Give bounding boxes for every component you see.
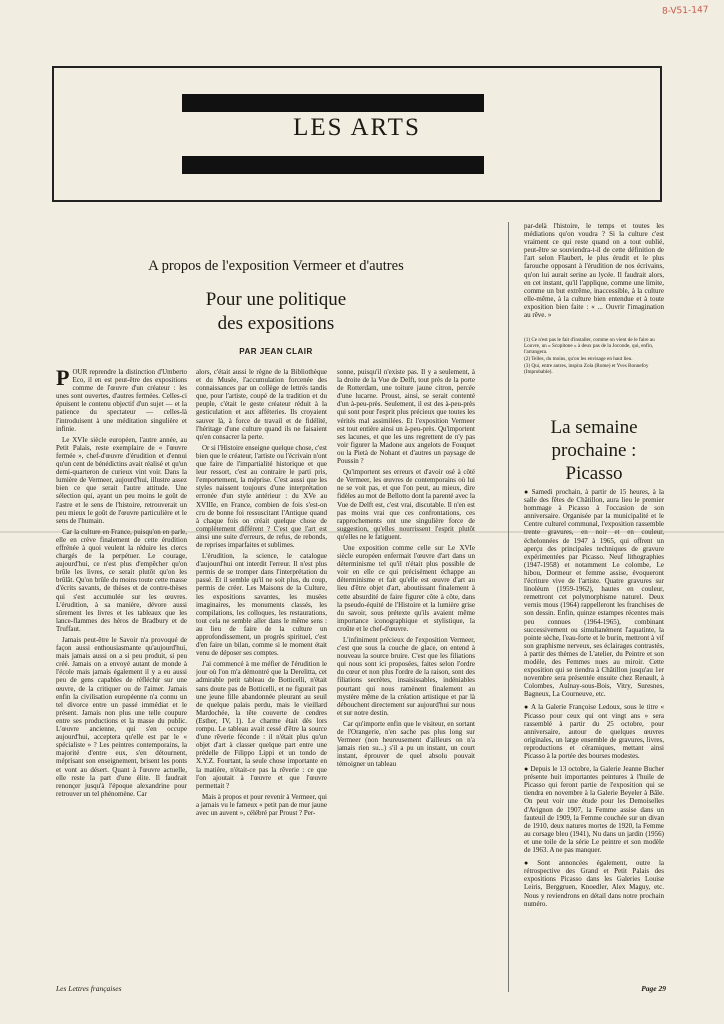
bullet-icon: ●	[524, 703, 529, 712]
paragraph: Une exposition comme celle sur Le XVIe siècle européen enfermait l'œuvre d'art dans un déterminisme tel qu'il n'était plus possible de voir en elle ce qui précisément échappe au déterminisme et fait qu'elle est œuvre d'art au lieu d'être objet d'art, aboutissant finalement à cette absurdité de faire figurer côte à côte, dans la pseudo-équité de l'Histoire et la lumière grise du savoir, sous prétexte qu'ils avaient même importance iconographique et stylistique, la croûte et le chef-d'œuvre.	[337, 543, 475, 633]
banner-bar-top	[182, 94, 484, 112]
headline-line-2: des expositions	[217, 313, 335, 334]
paragraph: sonne, puisqu'il n'existe pas. Il y a seulement, à la droite de la Vue de Delft, tout près de la porte de Rotterdam, une toiture jaune citron, percée d'une lucarne. Proust, ainsi, se serait contenté d'un à-peu-près. Seulement, il est des à-peu-près qui sont pour l'esprit plus précieux que toutes les vérités mal assimilées. Et l'exposition Vermeer est tout entière ainsi un à-peu-près. Qu'importent ses lacunes, et que les uns regrettent de n'y pas voir figurer la Madone aux angelots de Fouquet ou la Pietà de Nohant et d'autres un paysage de Poussin ?	[337, 368, 475, 466]
paragraph: J'ai commencé à me méfier de l'érudition le jour où l'on m'a démontré que la Derelitta, cet admirable petit tableau de Botticelli, n'était sans doute pas de Botticelli, et ne figurait pas une jeune fille abandonnée pleurant au seuil de quelque palais perdu, mais le vieillard Mardochée, la tête couverte de cendres (Esther, IV, 1). Le charme était dès lors rompu. Le tableau avait cessé d'être la source d'une rêverie féconde : il n'était plus qu'un objet d'art à classer quelque part entre une prédelle de Filippo Lippi et un tondo de X.Y.Z. Fourtant, la seule chose importante en la matière, n'était-ce pas la rêverie : ce que l'on ajoutait à l'œuvre et que l'œuvre permettait ?	[196, 660, 327, 790]
paragraph: Le XVIe siècle européen, l'autre année, au Petit Palais, reste exemplaire de « l'œuvre fermée », chef-d'œuvre d'érudition et d'ennui qu'un cent de bénédictins avait réalisé et qu'un demi-quarteron de curieux vint voir. Dans la lumière de Vermeer, aujourd'hui, illustre assez bien ce que serait l'autre attitude. Une sélection qui, ayant un peu moins le goût de l'astre et le sens de l'histoire, retrouverait un peu mieux le goût de l'œuvre particulière et le sens de l'humain.	[56, 435, 187, 525]
paragraph: Qu'importent ses erreurs et d'avoir osé à côté de Vermeer, les œuvres de contemporains où lui ne se voit pas, et que l'on peut, au mieux, dire fidèles au mot de Bellotto dont la parenté avec la Vue de Delft est, c'est vrai, discutable. Il n'en est pas moins vrai que ces confrontations, ces rapprochements ont une singulière force de suggestion, qu'elles nourrissent l'esprit plutôt qu'elles ne le fatiguent.	[337, 468, 475, 541]
paragraph: Car la culture en France, puisqu'on en parle, elle en crève finalement de cette érudition effrénée à quoi veulent la réduire les clercs chargés de la perpétuer. Le courage, aujourd'hui, ce n'est plus d'empêcher qu'on brûle les livres, ce serait plutôt qu'on les brûlât. Qu'on brûle du moins toute cette masse d'écrits savants, de thèses et de contre-thèses qui s'est accumulée sur les œuvres. L'érudition, à sa manière, dévore aussi sûrement les livres et les tableaux que les lance-flammes des héros de Bradbury et de Truffaut.	[56, 527, 187, 633]
paragraph: Jamais peut-être le Savoir n'a provoqué de façon aussi enthousiasmante qu'aujourd'hui, mais jamais aussi on a si peu produit, si peu créé. Jamais on a envoyé autant de monde à l'école mais jamais également il y a eu aussi peu de gens capables de réfléchir sur une œuvre, de la critiquer ou de l'aimer. Jamais enfin la civilisation européenne n'a connu un tel divorce entre un passé immédiat et le présent. Jamais non plus une telle coupure entre ses productions et la masse du public. L'œuvre ancienne, qui s'en occupe aujourd'hui, acceptera qu'elle est par le « spécialiste » ? Les peintres contemporains, la majorité d'entre eux, s'en détournent, méprisant son enseignement, brisent les ponts et vont au désert. Quant à l'œuvre actuelle, elle reste la part d'une élite. Il faudrait renonçer jusqu'à l'époque alexandrine pour retrouver un tel phénomène. Car	[56, 636, 187, 798]
bullet-icon: ●	[524, 765, 529, 774]
article-column-1	[56, 368, 187, 978]
footnote: (1) Ce n'est pas le fait d'installer, comme on vient de le faire au Louvre, un « Scopitone » à deux pas de la Joconde, qui, enfin, l'arrangera.	[524, 337, 655, 355]
paragraph: Or si l'Histoire enseigne quelque chose, c'est bien que le créateur, l'artiste ou l'écrivain n'ont que faire de l'impartialité historique et que leur ressort, c'est au contraire le parti pris, l'emportement, la méprise. C'est aussi que les styles naissent toujours d'une interprétation erronée d'un style antérieur : du XVe au XVIIIe, en France, combien de fois s'est-on cru de bonne foi ressuscitant l'Antique quand à chaque fois on créait quelque chose de complètement différent ? C'est que l'art est ainsi une suite d'erreurs, de refus, de rebonds, de reprises imparfaites et sublimes.	[196, 443, 327, 549]
headline-line-1: Pour une politique	[205, 289, 347, 310]
sidebar-title-line-3: Picasso	[565, 463, 623, 484]
footnote: (2) Telles, du moins, qu'on les envisage en haut lieu.	[524, 356, 633, 362]
paragraph: par-delà l'histoire, le temps et toutes les médiations qu'on voudra ? Si la culture c'est vraiment ce qui reste quand on a tout oublié, peut-être se souviendra-t-il de cette définition de l'art selon Flaubert, le plus érudit et le plus farouche opposant à l'érudition de nos écrivains, qu'on lui aurait serine au lycée. Il faudrait alors, en cet instant, qu'il l'applique, comme une limite, comme un but extrême, inaccessible, à la culture elle-même, à la culture bien entendue et à toute exposition bien faite : « ... Ouvrir l'imagination au rêve. »	[524, 222, 664, 320]
sidebar-title-line-2: prochaine :	[551, 440, 637, 461]
handwritten-stamp: 8-V51-147	[661, 5, 709, 17]
sidebar-item: ● A la Galerie Françoise Ledoux, sous le titre « Picasso pour ceux qui ont vingt ans » sera rassemblé à partir du 25 octobre, pour anniversaire, autour de quelques œuvres originales, un large ensemble de gravures, livres, reproductions et céramiques, mettant ainsi Picasso à la portée des bourses modestes.	[524, 703, 664, 760]
article-byline: PAR JEAN CLAIR	[239, 347, 313, 356]
article-column-3	[337, 368, 475, 978]
article-kicker: A propos de l'exposition Vermeer et d'autres	[148, 258, 404, 274]
footnotes	[524, 337, 664, 397]
bullet-icon: ●	[524, 488, 530, 496]
article-column-2	[196, 368, 327, 978]
paragraph: L'érudition, la science, le catalogue d'aujourd'hui ont interdit l'erreur. Il n'est plus permis de se tromper dans l'interprétation du passé. Et il semble qu'il ne soit plus, du coup, permis de créer. Les Maisons de la Culture, les expositions savantes, les musées imaginaires, les monuments classés, les compilations, les colloques, les restaurations, tout cela ne semble aller dans le même sens : au lieu de faire de la culture un approfondissement, un progrès spirituel, c'est d'en faire un bilan, comme si le moment était venu de déposer ses comptes.	[196, 552, 327, 658]
paragraph: L'infiniment précieux de l'exposition Vermeer, c'est que sous la couche de glace, on entend à nouveau la source bruire. C'est que les filiations qui nous sont ici proposées, faites selon l'ordre du cœur et non plus l'ordre de la raison, sont des filiations secrètes, insaisissables, indéniables pourtant qui nous ramènent finalement au mystère même de la création artistique et par là débouchent directement sur aujourd'hui sur nous et sur notre destin.	[337, 636, 475, 717]
footer-page-number: Page 29	[641, 984, 666, 993]
paragraph: POUR reprendre la distinction d'Umberto Eco, il en est peut-être des expositions comme de l'œuvre d'un créateur : les unes sont ouvertes, d'autres fermées. Celles-ci épuisent le contenu objectif d'un sujet — et la patience du spectateur — celles-là l'introduisent à une méditation singulière et infinie.	[56, 368, 187, 433]
paragraph: Mais à propos et pour revenir à Vermeer, qui a jamais vu le fameux « petit pan de mur jaune avec un auvent », célébré par Proust ? Per-	[196, 792, 327, 817]
paragraph: alors, c'était aussi le règne de la Bibliothèque et du Musée, l'accumulation forcenée des connaissances par un collège de lettrés tandis que, pour l'artiste, coupé de la tradition et du peuple, c'était le geste créateur réduit à la gesticulation et aux afféteries. Ils croyaient sauver là, à force de travail et de fidélité, l'héritage d'une culture quand ils ne faisaient qu'en consacrer la perte.	[196, 368, 327, 441]
sidebar-item: ● Depuis le 13 octobre, la Galerie Jeanne Bucher présente huit importantes peintures à l'huile de Picasso qui feront partie de l'exposition qui se tiendra en novembre à la Galerie Beyeler à Bâle. On peut voir une étude pour les Demoiselles d'Avignon de 1907, la Femme assise dans un fauteuil de 1909, la Femme couchée sur un divan de 1910, deux natures mortes de 1920, la Femme au corsage bleu (1941), Nu dans un jardin (1956) et une toile de la série Le peintre et son modèle de 1963. A ne pas manquer.	[524, 765, 664, 855]
bullet-icon: ●	[524, 859, 536, 868]
sidebar-title-line-1: La semaine	[550, 417, 638, 438]
column-divider	[508, 222, 509, 992]
sidebar-title	[524, 416, 664, 485]
article-headline	[56, 288, 496, 336]
article-column-4	[524, 222, 664, 334]
footer-publication: Les Lettres françaises	[56, 984, 122, 993]
banner-bar-bottom	[182, 156, 484, 174]
drop-cap: P	[56, 368, 70, 390]
section-title: LES ARTS	[293, 114, 421, 141]
paragraph: Car qu'importe enfin que le visiteur, en sortant de l'Orangerie, n'en sache pas plus long sur Vermeer (non heureusement d'ailleurs on n'a jamais rien su...) s'il a pu un instant, un court instant, éprouver de quel absolu pouvait témoigner un tableau	[337, 719, 475, 769]
section-banner	[52, 66, 662, 202]
sidebar-column	[524, 488, 664, 988]
footnote: (3) Qui, entre autres, inspira Zola (Rome) et Yves Bonnefoy (Improbable).	[524, 363, 649, 375]
paper-fold	[0, 531, 724, 533]
sidebar-item: ● Samedi prochain, à partir de 15 heures, à la salle des fêtes de Châtillon, aura lieu le premier hommage à Picasso à l'occasion de son anniversaire. Organisée par la municipalité et le Centre culturel communal, l'exposition rassemble trente gravures, en noir et en couleur, échelonnées de 1947 à 1965, qui offrent un aperçu des principales techniques de gravure expérimentées par Picasso. Neuf lithographies (1947-1958) et notamment Le colombe, Le hibou, Dormeur et femme assise, évoqueront l'écriture vive de l'artiste. Quatre gravures sur linoléum (1959-1962), hautes en couleur, remettront cet polymorphisme naturel. Deux vernis mous (1964) rappelleront les franchises de son dessin. Enfin, quinze estampes récentes mais peu connues (1964-1965), combinant successivement ou simultanément l'aquatinte, la pointe sèche, l'eau-forte et le burin, mettront à vif son graphisme nerveux, ses éclairages contrastés, à partir des thèmes de L'atelier, du Peintre et son modèle, des Femmes nues au miroir. Cette exposition qui se tiendra à Châtillon jusqu'au 1er novembre sera présentée ensuite chez Renault, à Colombes, Aulnay-sous-Bois, Vitry, Suresnes, Bagneux, La Courneuve, etc.	[524, 488, 664, 699]
sidebar-item: ● Sont annoncées également, outre la rétrospective des Grand et Petit Palais des expositions Picasso dans les Galeries Louise Leiris, Berggruen, Knoedler, Alex Maguy, etc. Nous y reviendrons en détail dans notre prochain numéro.	[524, 859, 664, 908]
